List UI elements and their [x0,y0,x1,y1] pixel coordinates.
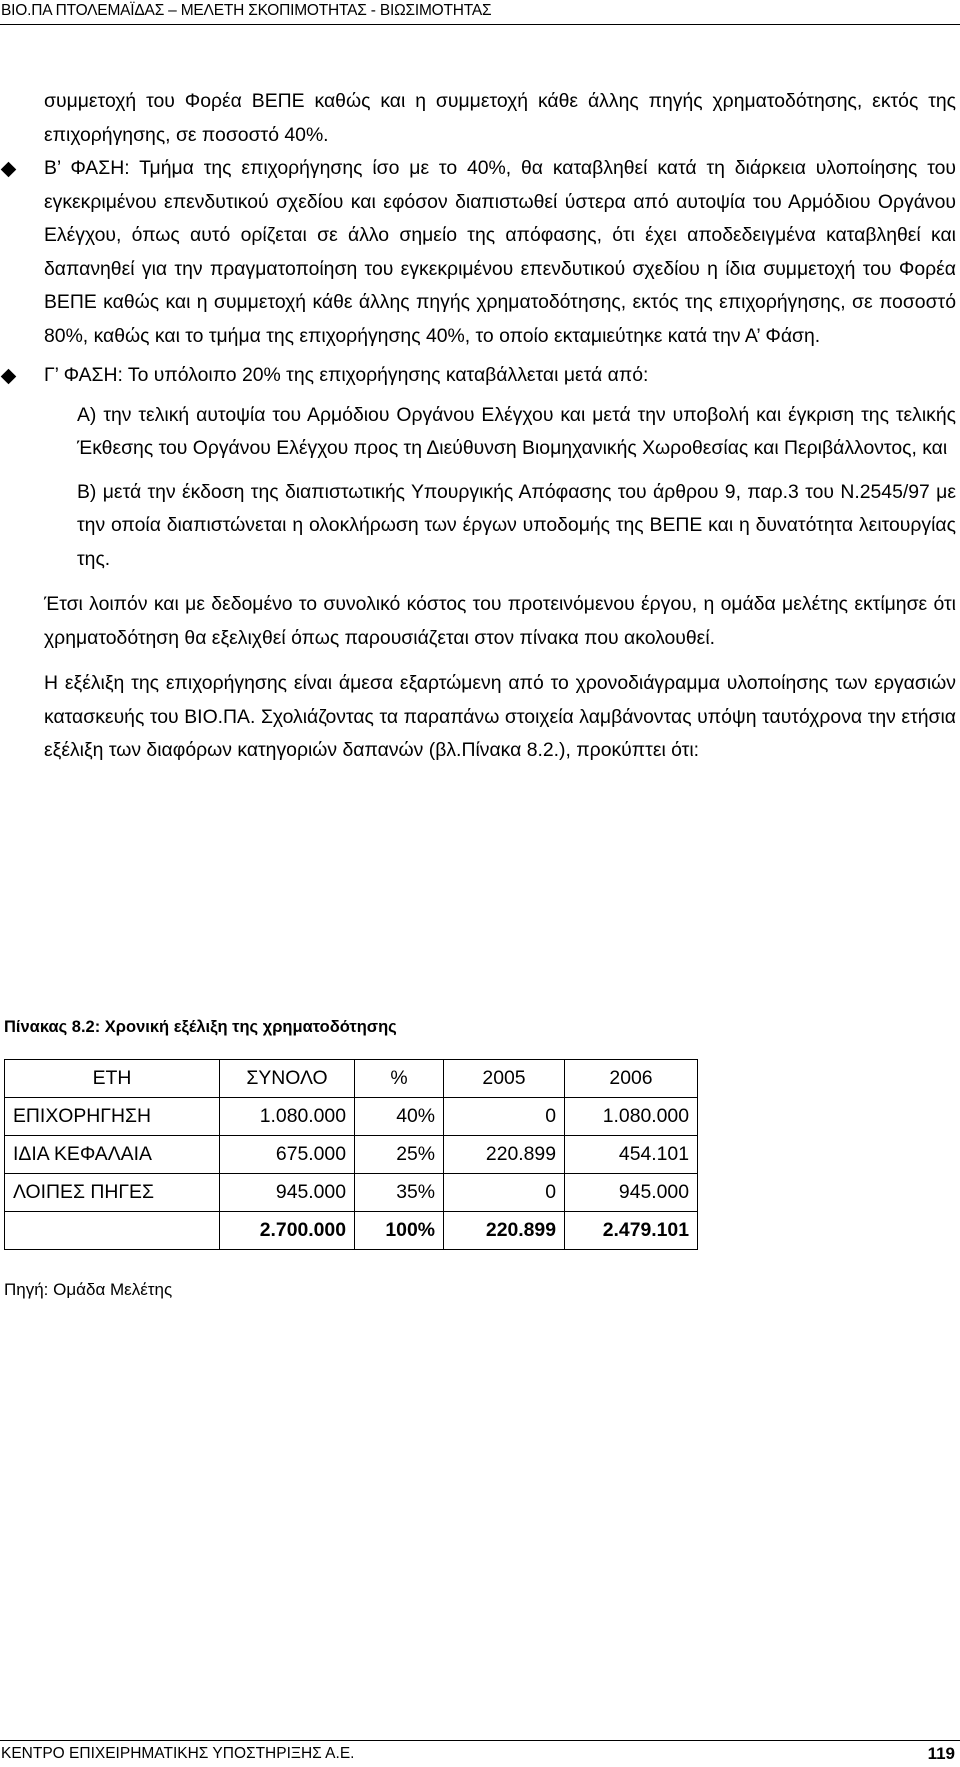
phase-c-text: Γ’ ΦΑΣΗ: Το υπόλοιπο 20% της επιχορήγησης καταβάλλεται μετά από: [44,364,649,386]
row-label: ΙΔΙΑ ΚΕΦΑΛΑΙΑ [5,1136,220,1174]
cell-2006: 945.000 [565,1174,698,1212]
table-total-row [5,1212,698,1250]
paragraph-subsidy-evolution: Η εξέλιξη της επιχορήγησης είναι άμεσα εξαρτώμενη από το χρονοδιάγραμμα υλοποίησης των εργασιών κατασκευής του ΒΙΟ.ΠΑ. Σχολιάζοντας τα παραπάνω στοιχεία λαμβάνοντας υπόψη ταυτόχρονα την ετήσια εξέλιξη των διαφόρων κατηγοριών δαπανών (βλ.Πίνακα 8.2.), προκύπτει ότι: [44,672,956,761]
cell-2006: 454.101 [565,1136,698,1174]
header-cell: ΕΤΗ [5,1060,220,1098]
cell-2006: 1.080.000 [565,1098,698,1136]
document-body [44,85,956,768]
page-footer [0,1740,960,1767]
cell-total: 675.000 [220,1136,355,1174]
cell-total: 2.700.000 [220,1212,355,1250]
financing-table [4,1059,698,1250]
table-caption: Πίνακας 8.2: Χρονική εξέλιξη της χρηματοδότησης [4,1018,397,1036]
header-title: ΒΙΟ.ΠΑ ΠΤΟΛΕΜΑΪΔΑΣ – ΜΕΛΕΤΗ ΣΚΟΠΙΜΟΤΗΤΑΣ - ΒΙΩΣΙΜΟΤΗΤΑΣ [1,2,492,19]
cell-2005: 220.899 [444,1136,565,1174]
phase-c-conditions [44,399,956,577]
cell-2005: 220.899 [444,1212,565,1250]
phase-b-bullet [44,152,956,353]
cell-percent: 100% [355,1212,444,1250]
cell-2005: 0 [444,1098,565,1136]
header-cell: 2006 [565,1060,698,1098]
row-label: ΕΠΙΧΟΡΗΓΗΣΗ [5,1098,220,1136]
row-label: ΛΟΙΠΕΣ ΠΗΓΕΣ [5,1174,220,1212]
diamond-bullet-icon [1,369,17,385]
page-header [0,0,960,25]
cell-total: 945.000 [220,1174,355,1212]
table-row [5,1098,698,1136]
header-cell: 2005 [444,1060,565,1098]
table-header-row [5,1060,698,1098]
table-source: Πηγή: Ομάδα Μελέτης [4,1280,173,1299]
paragraph-financing-estimate: Έτσι λοιπόν και με δεδομένο το συνολικό κόστος του προτεινόμενου έργου, η ομάδα μελέτης εκτίμησε ότι χρηματοδότηση θα εξελιχθεί όπως παρουσιάζεται στον πίνακα που ακολουθεί. [44,593,956,649]
phase-b-text: Β’ ΦΑΣΗ: Τμήμα της επιχορήγησης ίσο με το 40%, θα καταβληθεί κατά τη διάρκεια υλοποίησης του εγκεκριμένου επενδυτικού σχεδίου και εφόσον διαπιστωθεί ύστερα από αυτοψία του Αρμόδιου Οργάνου Ελέγχου, όπως αυτό ορίζεται σε άλλο σημείο της απόφασης, ότι έχει αποδεδειγμένα καταβληθεί και δαπανηθεί για την πραγματοποίηση του εγκεκριμένου επενδυτικού σχεδίου η ίδια συμμετοχή του Φορέα ΒΕΠΕ καθώς και η συμμετοχή κάθε άλλης πηγής χρηματοδότησης, εκτός της επιχορήγησης, σε ποσοστό 80%, καθώς και το τμήμα της επιχορήγησης 40%, το οποίο εκταμιεύτηκε κατά την Α’ Φάση. [44,157,956,347]
cell-percent: 40% [355,1098,444,1136]
header-cell: % [355,1060,444,1098]
phase-c-condition-b: Β) μετά την έκδοση της διαπιστωτικής Υπουργικής Απόφασης του άρθρου 9, παρ.3 του Ν.2545/97 με την οποία διαπιστώνεται η ολοκλήρωση των έργων υποδομής της ΒΕΠΕ και η δυνατότητα λειτουργίας της. [77,480,956,570]
intro-paragraph: συμμετοχή του Φορέα ΒΕΠΕ καθώς και η συμμετοχή κάθε άλλης πηγής χρηματοδότησης, εκτός της επιχορήγησης, σε ποσοστό 40%. [44,90,956,146]
phase-c-bullet [44,359,956,393]
cell-2005: 0 [444,1174,565,1212]
row-label [5,1212,220,1250]
footer-organization: ΚΕΝΤΡΟ ΕΠΙΧΕΙΡΗΜΑΤΙΚΗΣ ΥΠΟΣΤΗΡΙΞΗΣ Α.Ε. [1,1745,355,1762]
phase-c-condition-a: Α) την τελική αυτοψία του Αρμόδιου Οργάνου Ελέγχου και μετά την υποβολή και έγκριση της τελικής Έκθεσης του Οργάνου Ελέγχου προς τη Διεύθυνση Βιομηχανικής Χωροθεσίας και Περιβάλλοντος, και [77,403,956,459]
cell-total: 1.080.000 [220,1098,355,1136]
page-number: 119 [927,1744,955,1763]
cell-percent: 25% [355,1136,444,1174]
table-row [5,1136,698,1174]
cell-percent: 35% [355,1174,444,1212]
header-cell: ΣΥΝΟΛΟ [220,1060,355,1098]
diamond-bullet-icon [1,162,17,178]
table-row [5,1174,698,1212]
cell-2006: 2.479.101 [565,1212,698,1250]
